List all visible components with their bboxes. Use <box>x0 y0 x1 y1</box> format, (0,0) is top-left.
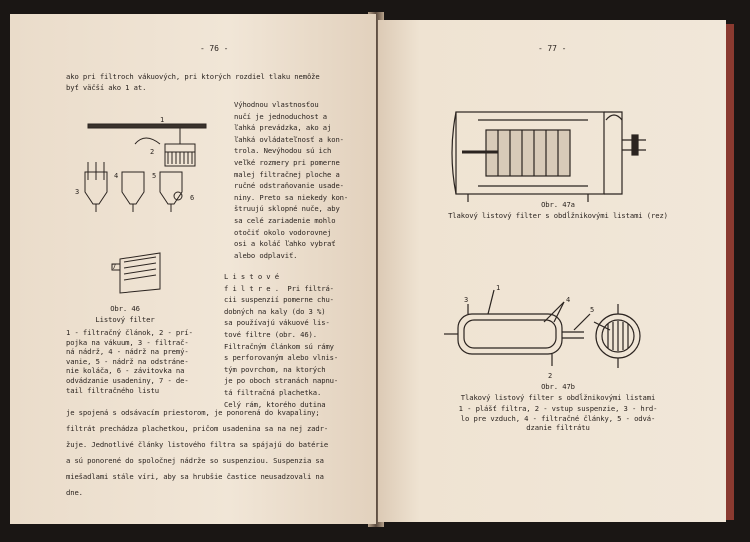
leg46-line: nie koláča, 6 - závitovka na <box>66 366 185 376</box>
sec-line: Celý rám, ktorého dutina <box>224 399 326 409</box>
sec-line: sa používajú vákuové lis- <box>224 318 330 328</box>
book-edge <box>726 24 734 520</box>
figure-46-title: Listový filter <box>95 315 155 324</box>
rc-line: osi a koláč ľahko vybrať <box>234 239 336 249</box>
leg46-line: ná nádrž, 4 - nádrž na premý- <box>66 347 189 357</box>
rc-line: štruujú sklopné nuče, aby <box>234 204 340 214</box>
bot-line: a sú ponorené do spoločnej nádrže so suspenziou. Suspenzia sa <box>66 456 324 465</box>
left-page-number: - 76 - <box>200 44 229 53</box>
rc-line: ľahká ovládateľnosť a kon- <box>234 134 344 144</box>
leg46-line: vanie, 5 - nádrž na odstráne- <box>66 356 189 366</box>
rc-line: trola. Nevýhodou sú ich <box>234 146 332 156</box>
bot-line: dne. <box>66 488 83 497</box>
diag46-label-7: 7 <box>112 263 117 271</box>
sec-line: s perforovaným alebo vlnis- <box>224 353 339 363</box>
figure-47a-label: Obr. 47a <box>541 200 575 209</box>
diag46-label-5: 5 <box>152 172 157 180</box>
intro-line-1: ako pri filtroch vákuových, pri ktorých rozdiel tlaku nemôže <box>66 72 320 81</box>
leg46-line: odvádzanie usadeniny, 7 - de- <box>66 376 189 385</box>
figure-47b-label: Obr. 47b <box>541 382 575 391</box>
rc-line: alebo odplaviť. <box>234 250 298 260</box>
diag46-label-6: 6 <box>190 194 195 202</box>
sec-line: tá filtračná plachetka. <box>224 388 322 397</box>
diag47-label-2: 2 <box>548 372 553 380</box>
sec-line: f i l t r e . Pri filtrá- <box>224 283 334 293</box>
leg47-line: dzanie filtrátu <box>526 423 590 433</box>
figure-46-label: Obr. 46 <box>110 304 140 313</box>
figure-47a-diagram <box>438 90 658 208</box>
intro-line-2: byť väčší ako 1 at. <box>66 83 147 92</box>
figure-47a-title: Tlakový listový filter s obdĺžnikovými listami (rez) <box>448 211 668 220</box>
rc-line: otočiť okolo vodorovnej <box>234 227 332 237</box>
rc-line: ľahká prevádzka, ako aj <box>234 123 332 133</box>
sec-line: tým povrchom, na ktorých <box>224 364 326 374</box>
diag46-label-3: 3 <box>75 188 80 196</box>
sec-line: dobných na kaly (do 3 %) <box>224 306 326 316</box>
sec-line: L i s t o v é <box>224 272 279 281</box>
leg46-line: 1 - filtračný článok, 2 - prí- <box>66 328 193 337</box>
sec-line: Filtračným článkom sú rámy <box>224 341 334 351</box>
diag46-label-4: 4 <box>114 172 119 180</box>
figure-47b-title: Tlakový listový filter s obdĺžnikovými listami <box>460 393 656 402</box>
rc-line: Výhodnou vlastnosťou <box>234 100 319 109</box>
diag47-label-5: 5 <box>590 306 595 314</box>
right-page-number: - 77 - <box>538 44 567 53</box>
rc-line: sa celé zariadenie mohlo <box>234 216 336 225</box>
leg47-line: 1 - plášť filtra, 2 - vstup suspenzie, 3 - hrd- <box>458 404 658 413</box>
rc-line: ručné odstraňovanie usade- <box>234 181 344 191</box>
figure-47b-diagram <box>444 282 674 392</box>
right-page <box>378 20 726 522</box>
leg46-line: pojka na vákuum, 3 - filtrač- <box>66 337 189 347</box>
bot-line: miešadlami stále víri, aby sa hrubšie častice neusadzovali na <box>66 472 324 481</box>
rc-line: veľké rozmery pri pomerne <box>234 158 340 167</box>
diag47-label-3: 3 <box>464 296 469 304</box>
diag47-label-1: 1 <box>496 284 501 292</box>
leg47-line: lo pre vzduch, 4 - filtračné články, 5 - odvá- <box>460 413 656 423</box>
rc-line: nučí je jednoduchost a <box>234 111 327 121</box>
left-page <box>10 14 376 524</box>
figure-46-diagram <box>70 114 230 304</box>
bot-line: filtrát prechádza plachetkou, pričom usadenina sa na nej zadr- <box>66 424 329 433</box>
bot-line: žuje. Jednotlivé články listového filtra sa spájajú do batérie <box>66 440 329 449</box>
sec-line: je po oboch stranách napnu- <box>224 376 339 386</box>
leg46-line: tail filtračného listu <box>66 385 159 395</box>
rc-line: niny. Preto sa niekedy kon- <box>234 192 349 202</box>
sec-line: cii suspenzií pomerne chu- <box>224 295 334 305</box>
bot-line: je spojená s odsávacím priestorom, je ponorená do kvapaliny; <box>66 408 320 417</box>
rc-line: malej filtračnej ploche a <box>234 169 340 179</box>
diag46-label-1: 1 <box>160 116 165 124</box>
diag47-label-4: 4 <box>566 296 571 304</box>
diag46-label-2: 2 <box>150 148 155 156</box>
sec-line: tové filtre (obr. 46). <box>224 330 317 339</box>
